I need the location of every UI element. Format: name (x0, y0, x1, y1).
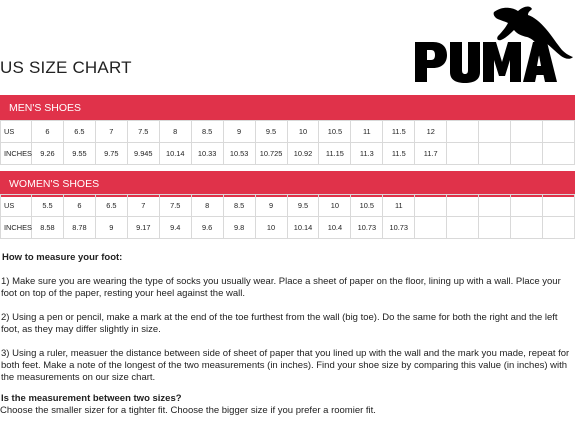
table-cell (447, 143, 479, 165)
table-cell: 9 (255, 195, 287, 217)
table-cell: 10.725 (255, 143, 287, 165)
table-cell: 9 (95, 217, 127, 239)
table-cell: 6.5 (63, 121, 95, 143)
table-cell (479, 121, 511, 143)
table-cell: 9.5 (287, 195, 319, 217)
table-cell: 8 (191, 195, 223, 217)
table-cell: 9.26 (32, 143, 64, 165)
between-sizes-text: Choose the smaller sizer for a tighter fit. Choose the bigger size if you prefer a roomier fit. (0, 405, 376, 416)
table-cell: 11.3 (351, 143, 383, 165)
table-cell: 11.7 (415, 143, 447, 165)
table-cell: 11 (351, 121, 383, 143)
table-cell: 7.5 (159, 195, 191, 217)
row-label: INCHES (1, 143, 32, 165)
puma-wordmark (415, 42, 557, 83)
table-cell: 6 (63, 195, 95, 217)
table-cell (511, 217, 543, 239)
table-cell: 8.58 (32, 217, 64, 239)
table-cell: 9.17 (127, 217, 159, 239)
table-cell (511, 143, 543, 165)
table-cell: 11.5 (383, 121, 415, 143)
table-cell: 9.4 (159, 217, 191, 239)
table-cell (511, 195, 543, 217)
table-cell: 9 (223, 121, 255, 143)
table-cell (479, 143, 511, 165)
table-cell: 11.5 (383, 143, 415, 165)
table-cell (543, 217, 575, 239)
table-cell: 8.78 (63, 217, 95, 239)
row-label: US (1, 121, 32, 143)
table-cell: 10.53 (223, 143, 255, 165)
table-cell: 6.5 (95, 195, 127, 217)
table-cell: 10.5 (319, 121, 351, 143)
table-cell (479, 195, 511, 217)
row-label: US (1, 195, 32, 217)
table-cell (511, 121, 543, 143)
table-cell: 5.5 (32, 195, 64, 217)
table-cell: 8.5 (223, 195, 255, 217)
mens-shoes-header: MEN'S SHOES (0, 95, 575, 121)
table-cell: 9.945 (127, 143, 159, 165)
table-cell: 10.73 (351, 217, 383, 239)
table-cell (447, 121, 479, 143)
table-cell: 7 (95, 121, 127, 143)
table-cell: 9.75 (95, 143, 127, 165)
table-cell: 11.15 (319, 143, 351, 165)
instruction-step-2: 2) Using a pen or pencil, make a mark at the end of the toe furthest from the wall (big toe). Do the same for both the right and the left foot, as they may differ slightly in size. (1, 312, 558, 335)
page-title: US SIZE CHART (0, 58, 132, 77)
table-row (1, 143, 575, 165)
table-row (1, 217, 575, 239)
womens-size-table (0, 194, 575, 239)
table-cell: 10 (255, 217, 287, 239)
womens-table-body (1, 195, 575, 239)
between-sizes-heading: Is the measurement between two sizes? (1, 393, 182, 404)
table-cell: 12 (415, 121, 447, 143)
table-cell (543, 121, 575, 143)
table-row (1, 121, 575, 143)
row-label: INCHES (1, 217, 32, 239)
table-cell: 7 (127, 195, 159, 217)
table-cell (447, 217, 479, 239)
table-cell (415, 217, 447, 239)
table-row (1, 195, 575, 217)
table-cell: 7.5 (127, 121, 159, 143)
table-cell: 10 (287, 121, 319, 143)
table-cell: 10.14 (287, 217, 319, 239)
table-cell: 8 (159, 121, 191, 143)
table-cell (415, 195, 447, 217)
womens-shoes-header: WOMEN'S SHOES (0, 171, 575, 197)
table-cell: 9.55 (63, 143, 95, 165)
table-cell: 11 (383, 195, 415, 217)
table-cell: 10 (319, 195, 351, 217)
instruction-step-3: 3) Using a ruler, measuer the distance between side of sheet of paper that you lined up with the wall and the mark you made, repeat for both feet. Make a note of the longest of the two measurements (in inches). Find your shoe size by comparing this value (in inches) with the measurements on our size chart. (1, 348, 570, 383)
table-cell (543, 195, 575, 217)
instruction-step-1: 1) Make sure you are wearing the type of socks you usually wear. Place a sheet of paper on the floor, lining up with a wall. Place your foot on top of the paper, resting your heel against the wall. (1, 276, 561, 299)
table-cell: 10.14 (159, 143, 191, 165)
how-to-measure-heading: How to measure your foot: (2, 252, 123, 263)
table-cell: 9.5 (255, 121, 287, 143)
table-cell: 10.73 (383, 217, 415, 239)
table-cell: 10.4 (319, 217, 351, 239)
table-cell: 6 (32, 121, 64, 143)
table-cell: 10.33 (191, 143, 223, 165)
table-cell: 9.6 (191, 217, 223, 239)
puma-logo (410, 2, 575, 88)
table-cell (447, 195, 479, 217)
table-cell: 9.8 (223, 217, 255, 239)
table-cell: 10.5 (351, 195, 383, 217)
table-cell (479, 217, 511, 239)
table-cell (543, 143, 575, 165)
table-cell: 8.5 (191, 121, 223, 143)
mens-size-table (0, 120, 575, 165)
mens-table-body (1, 121, 575, 165)
table-cell: 10.92 (287, 143, 319, 165)
